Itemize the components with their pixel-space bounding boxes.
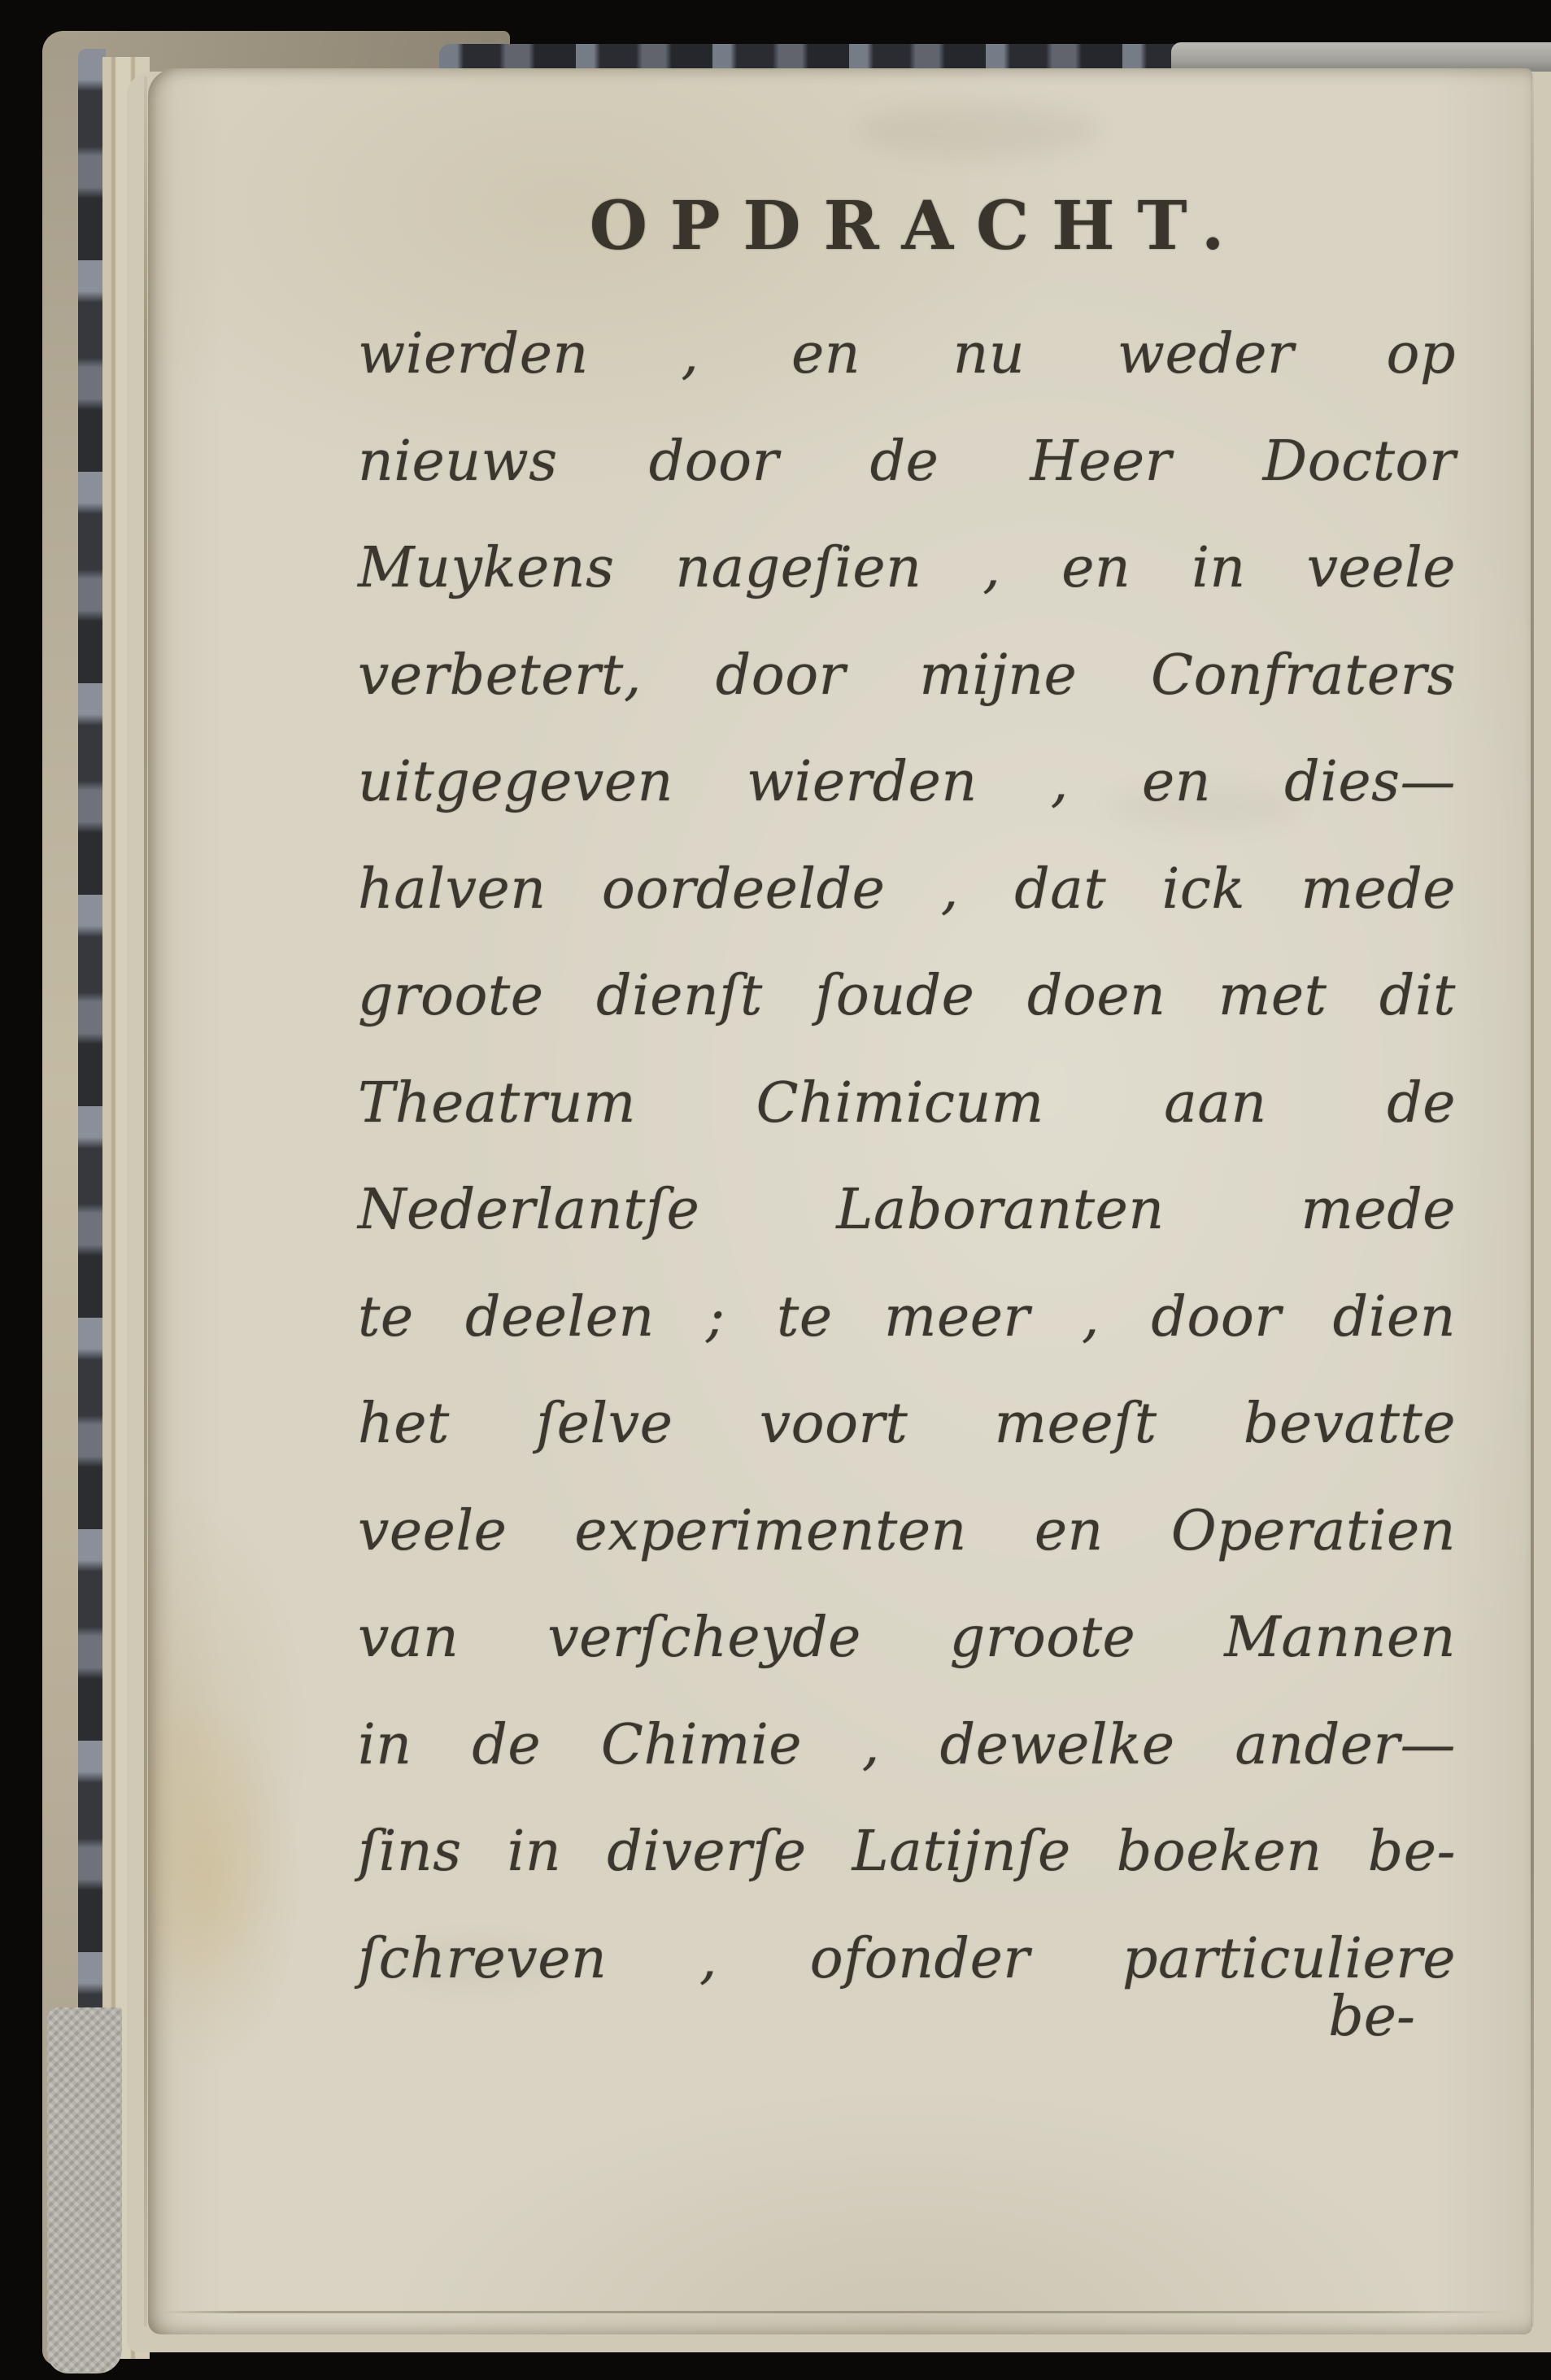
text-line: ſins in diverſe Latijnſe boeken be- [358, 1820, 1456, 1884]
gutter-crease [144, 76, 147, 2326]
body-text-block [358, 301, 1456, 2012]
spine-cloth-fray [47, 2007, 122, 2373]
text-line: halven oordeelde , dat ick mede [358, 857, 1456, 922]
text-line: Theatrum Chimicum aan de [358, 1070, 1456, 1136]
text-line: nieuws door de Heer Doctor [358, 429, 1456, 494]
bottom-crease [159, 2311, 1510, 2313]
page-right-edge-seam [1531, 73, 1534, 2326]
text-line: Muykens nageſien , en in veele [358, 536, 1456, 600]
catchword: be- [1328, 1985, 1415, 2049]
page-title: OPDRACHT. [589, 187, 1248, 265]
text-line: groote dienſt ſoude doen met dit [358, 964, 1456, 1028]
text-line: van verſcheyde groote Mannen [358, 1606, 1456, 1670]
text-line: Nederlantſe Laboranten mede [358, 1178, 1456, 1242]
text-line: het ſelve voort meeſt bevatte [358, 1392, 1456, 1456]
text-line: te deelen ; te meer , door dien [358, 1284, 1456, 1349]
book-page [148, 68, 1532, 2334]
text-line: veele experimenten en Operatien [358, 1498, 1456, 1563]
text-line: wierden , en nu weder op [358, 322, 1456, 386]
text-line: ſchreven , ofonder particuliere [358, 1926, 1456, 1991]
text-line: verbetert, door mijne Confraters [358, 643, 1456, 708]
text-line: in de Chimie , dewelke ander— [358, 1712, 1456, 1777]
ink-show-through [856, 102, 1100, 159]
text-line: uitgegeven wierden , en dies— [358, 750, 1456, 814]
